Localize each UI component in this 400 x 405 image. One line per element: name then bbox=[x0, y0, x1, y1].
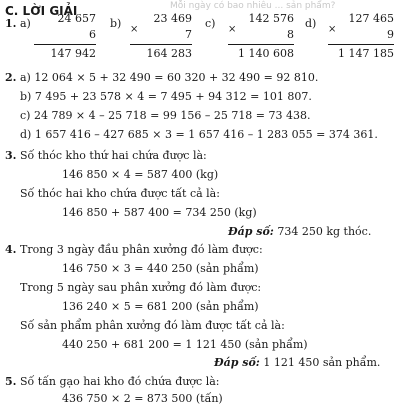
calculation-line: 146 850 × 4 = 587 400 (kg) bbox=[62, 168, 219, 181]
multiplicand: 23 469 bbox=[153, 12, 192, 25]
calculation-line: 440 250 + 681 200 = 1 121 450 (sản phẩm) bbox=[62, 338, 308, 351]
text-line: Trong 5 ngày sau phân xưởng đó làm được: bbox=[20, 281, 262, 294]
result-rule bbox=[328, 44, 394, 45]
answer-label: Đáp số: bbox=[214, 356, 260, 369]
multiplication-a bbox=[34, 13, 96, 61]
item-label: d) bbox=[305, 17, 317, 30]
expression-a: a) 12 064 × 5 + 32 490 = 60 320 + 32 490 = 92 810. bbox=[20, 71, 319, 84]
times-sign: × bbox=[228, 24, 237, 35]
text-line: Trong 3 ngày đầu phân xưởng đó làm được: bbox=[20, 243, 263, 256]
multiplicand: 142 576 bbox=[248, 12, 294, 25]
answer-value: 1 121 450 sản phẩm. bbox=[259, 356, 381, 369]
multiplication-c bbox=[228, 13, 294, 61]
product: 1 140 608 bbox=[238, 47, 294, 60]
answer-label: Đáp số: bbox=[228, 225, 274, 238]
bleed-through-text: Mỗi ngày có bao nhiêu ... sản phẩm? bbox=[170, 1, 336, 11]
multiplier: 8 bbox=[287, 28, 294, 41]
answer-line bbox=[214, 357, 380, 368]
product: 147 942 bbox=[50, 47, 96, 60]
multiplication-d bbox=[328, 13, 394, 61]
multiplication-b bbox=[130, 13, 192, 61]
item-label: a) bbox=[20, 17, 31, 30]
text-line: Số thóc hai kho chứa được tất cả là: bbox=[20, 187, 220, 200]
multiplier: 9 bbox=[387, 28, 394, 41]
question-number: 1. bbox=[5, 17, 17, 30]
result-rule bbox=[228, 44, 294, 45]
text-line: Số thóc kho thứ hai chứa được là: bbox=[20, 149, 207, 162]
multiplier: 6 bbox=[89, 28, 96, 41]
product: 1 147 185 bbox=[338, 47, 394, 60]
expression-c: c) 24 789 × 4 – 25 718 = 99 156 – 25 718 = 73 438. bbox=[20, 109, 311, 122]
text-line: Số tấn gạo hai kho đó chứa được là: bbox=[20, 375, 220, 388]
calculation-line: 146 750 × 3 = 440 250 (sản phẩm) bbox=[62, 262, 259, 275]
text-line: Số sản phẩm phân xưởng đó làm được tất cả là: bbox=[20, 319, 285, 332]
answer-line bbox=[228, 226, 371, 237]
expression-b: b) 7 495 + 23 578 × 4 = 7 495 + 94 312 = 101 807. bbox=[20, 90, 312, 103]
product: 164 283 bbox=[146, 47, 192, 60]
question-number: 4. bbox=[5, 243, 17, 256]
calculation-line: 136 240 × 5 = 681 200 (sản phẩm) bbox=[62, 300, 259, 313]
multiplier: 7 bbox=[185, 28, 192, 41]
calculation-line: 146 850 + 587 400 = 734 250 (kg) bbox=[62, 206, 257, 219]
item-label: b) bbox=[110, 17, 122, 30]
question-number: 5. bbox=[5, 375, 17, 388]
question-number: 2. bbox=[5, 71, 17, 84]
section-title: C. LỜI GIẢI bbox=[5, 4, 78, 18]
multiplicand: 24 657 bbox=[57, 12, 96, 25]
result-rule bbox=[130, 44, 192, 45]
result-rule bbox=[34, 44, 96, 45]
question-number: 3. bbox=[5, 149, 17, 162]
answer-value: 734 250 kg thóc. bbox=[273, 225, 372, 238]
multiplicand: 127 465 bbox=[348, 12, 394, 25]
expression-d: d) 1 657 416 – 427 685 × 3 = 1 657 416 – 1 283 055 = 374 361. bbox=[20, 128, 378, 141]
calculation-line: 436 750 × 2 = 873 500 (tấn) bbox=[62, 392, 223, 405]
times-sign: × bbox=[130, 24, 139, 35]
item-label: c) bbox=[205, 17, 216, 30]
times-sign: × bbox=[328, 24, 337, 35]
